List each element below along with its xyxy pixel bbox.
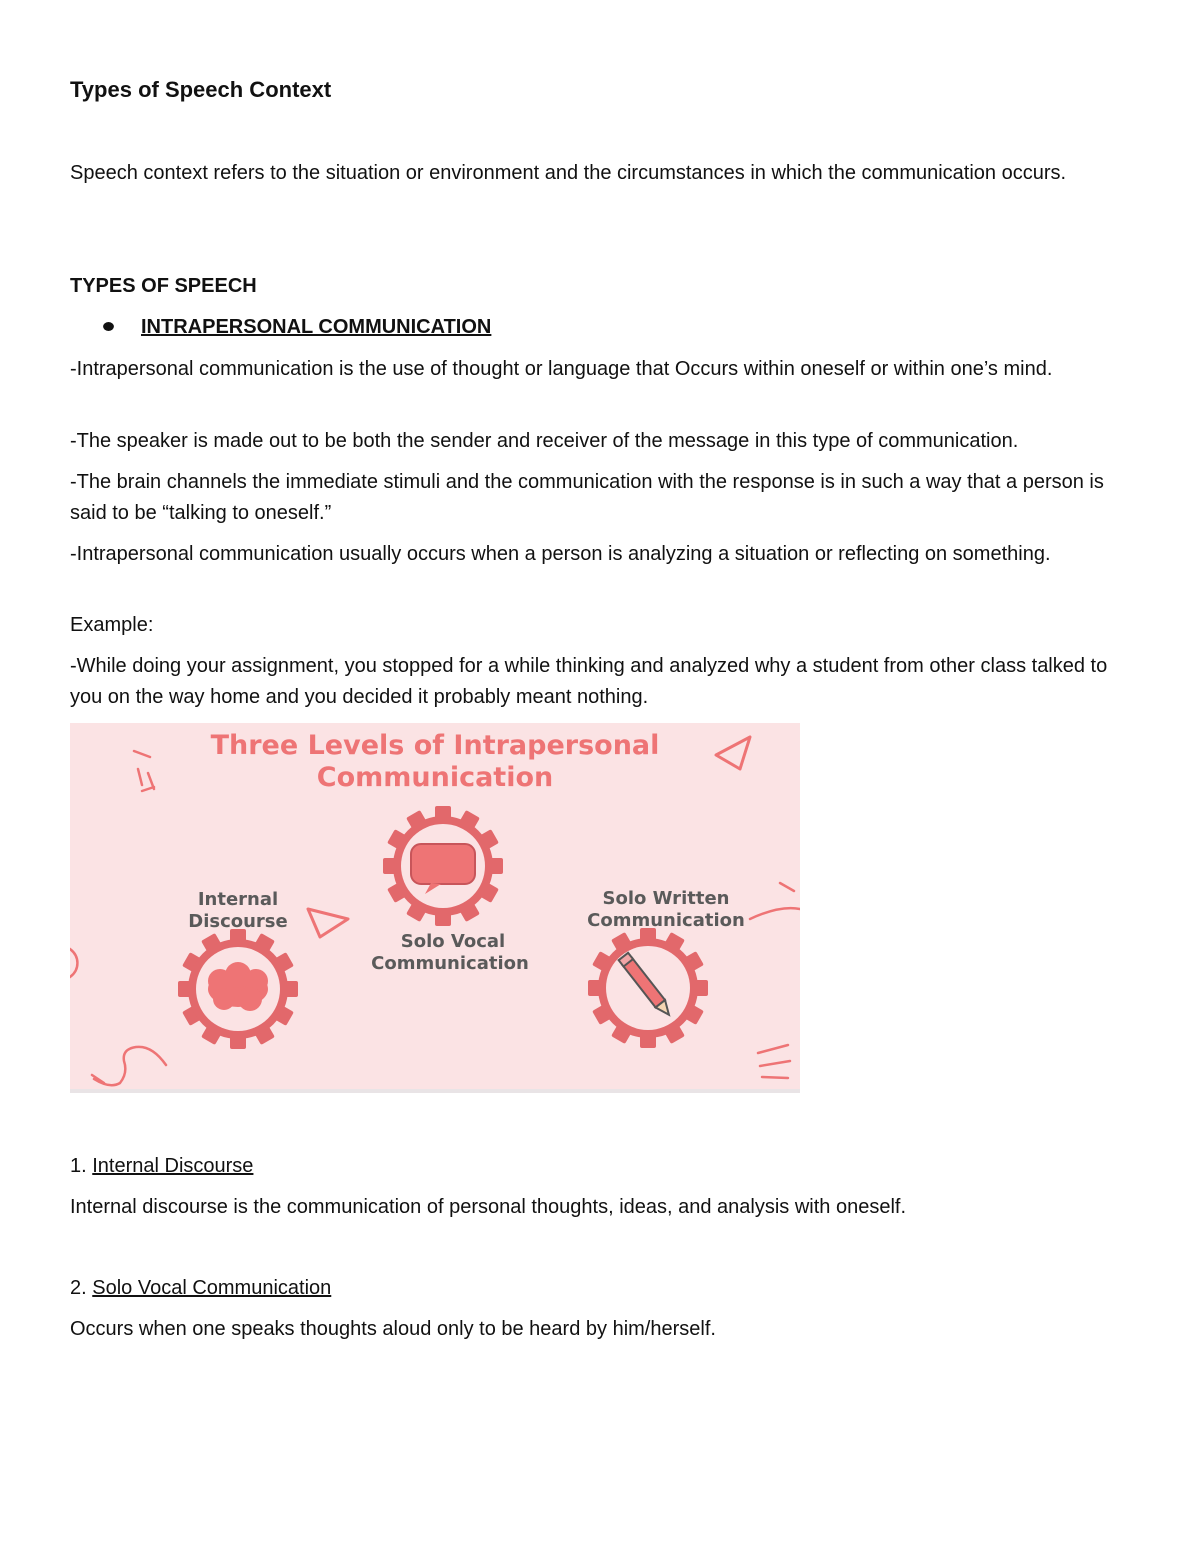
paragraph-4: -Intrapersonal communication usually occurs when a person is analyzing a situation or reflecting on something. — [70, 543, 1051, 565]
item-2-title: Solo Vocal Communication — [92, 1277, 332, 1299]
paragraph-2: -The speaker is made out to be both the sender and receiver of the message in this type of communication. — [70, 430, 1019, 452]
label-internal-line-2: Discourse — [188, 911, 288, 932]
example-text: -While doing your assignment, you stopped for a while thinking and analyzed why a student from other class talked to you on the way home and you decided it probably meant nothing. — [70, 655, 1108, 708]
item-1-text: Internal discourse is the communication of personal thoughts, ideas, and analysis with oneself. — [70, 1196, 907, 1218]
definition-paragraph: Speech context refers to the situation or environment and the circumstances in which the communication occurs. — [70, 162, 1067, 184]
item-2-heading — [70, 1273, 1115, 1304]
label-vocal-line-1: Solo Vocal — [400, 931, 506, 952]
item-2-text: Occurs when one speaks thoughts aloud only to be heard by him/herself. — [70, 1318, 716, 1340]
intrapersonal-levels-figure — [70, 723, 800, 1093]
figure-title-line-1: Three Levels of Intrapersonal — [210, 730, 660, 761]
item-2-number: 2. — [70, 1277, 87, 1299]
item-1-title: Internal Discourse — [92, 1155, 254, 1177]
item-1-number: 1. — [70, 1155, 87, 1177]
figure-title-line-2: Communication — [316, 762, 554, 793]
paragraph-3: -The brain channels the immediate stimuli and the communication with the response is in such a way that a person is said to be “talking to oneself.” — [70, 471, 1104, 524]
paragraph-1: -Intrapersonal communication is the use of thought or language that Occurs within oneself or within one’s mind. — [70, 358, 1053, 380]
example-label: Example: — [70, 614, 154, 636]
item-1-heading — [70, 1151, 1115, 1182]
bullet-icon — [103, 322, 114, 331]
bullet-heading: INTRAPERSONAL COMMUNICATION — [141, 316, 492, 338]
label-written-line-2: Communication — [587, 910, 745, 931]
label-written-line-1: Solo Written — [602, 888, 730, 909]
document-title: Types of Speech Context — [70, 77, 332, 102]
section-heading: TYPES OF SPEECH — [70, 275, 257, 297]
label-internal-line-1: Internal — [197, 889, 279, 910]
label-vocal-line-2: Communication — [371, 953, 529, 974]
